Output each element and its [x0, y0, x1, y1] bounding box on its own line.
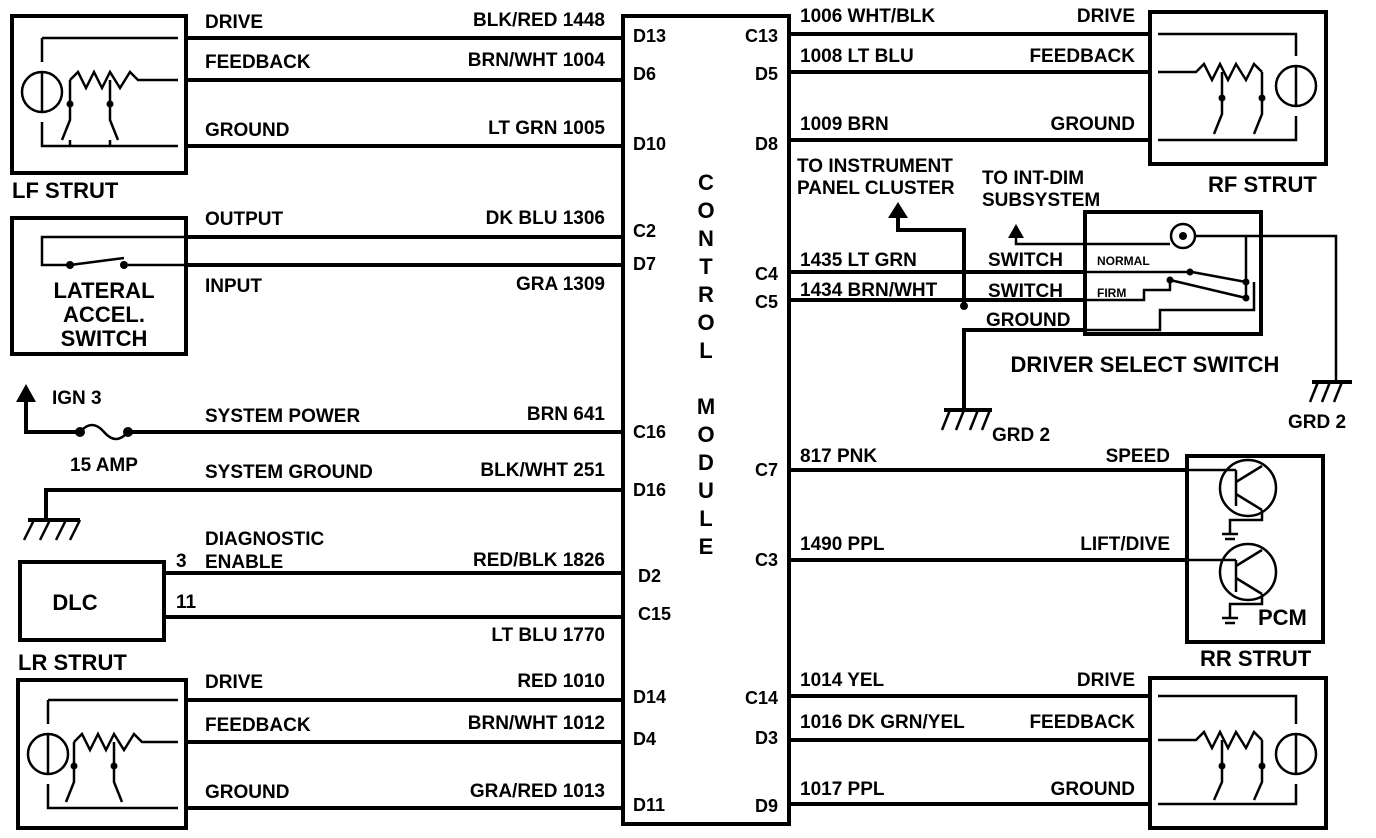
pin-c15: C15	[638, 604, 672, 624]
pin-c7: C7	[754, 460, 778, 480]
lf-ground-label: GROUND	[205, 120, 290, 141]
pin-c2: C2	[633, 221, 657, 241]
lat-switch-line3: SWITCH	[60, 326, 148, 351]
pin-c13: C13	[744, 26, 778, 46]
module-letter: O	[697, 198, 715, 223]
pin-d7: D7	[633, 254, 657, 274]
module-letter: M	[696, 394, 716, 419]
pin-d2: D2	[638, 566, 662, 586]
pcm-title: PCM	[1258, 605, 1307, 630]
fuse-label: 15 AMP	[70, 455, 138, 476]
dlc-pin11: 11	[176, 592, 197, 613]
lat-switch-line2: ACCEL.	[63, 302, 145, 327]
pin-d3: D3	[754, 728, 778, 748]
lift-dive-label: LIFT/DIVE	[1080, 534, 1170, 555]
rf-strut-title: RF STRUT	[1208, 172, 1317, 197]
lr-strut-title: LR STRUT	[18, 650, 127, 675]
grd2-right: GRD 2	[1288, 412, 1347, 433]
firm-label: FIRM	[1097, 286, 1127, 300]
system-power-wire: BRN 641	[526, 404, 605, 425]
lf-ground-wire: LT GRN 1005	[488, 118, 605, 139]
pin-c3: C3	[754, 550, 778, 570]
lf-strut-title: LF STRUT	[12, 178, 119, 203]
dlc-title: DLC	[52, 590, 98, 615]
ign3-label: IGN 3	[52, 388, 102, 409]
pin-c16: C16	[633, 422, 667, 442]
to-ipc-line1: TO INSTRUMENT	[797, 156, 953, 177]
dlc-pin3: 3	[176, 551, 187, 572]
lr-drive-wire: RED 1010	[517, 671, 605, 692]
rr-drive-label: DRIVE	[1076, 670, 1135, 691]
diag-enable-wire: RED/BLK 1826	[473, 550, 605, 571]
dlc-11-wire: LT BLU 1770	[491, 625, 605, 646]
rf-ground-wire: 1009 BRN	[800, 114, 889, 135]
rr-feedback-wire: 1016 DK GRN/YEL	[800, 712, 965, 733]
system-ground-label: SYSTEM GROUND	[205, 462, 373, 483]
to-int-dim-line2: SUBSYSTEM	[982, 190, 1101, 211]
lf-feedback-wire: BRN/WHT 1004	[467, 50, 605, 71]
c4-wire: 1435 LT GRN	[800, 250, 917, 271]
rf-strut	[1150, 12, 1326, 197]
lateral-accel-switch	[12, 218, 186, 354]
rf-feedback-label: FEEDBACK	[1029, 46, 1135, 67]
pin-d14: D14	[633, 687, 667, 707]
c5-wire: 1434 BRN/WHT	[800, 280, 938, 301]
lf-drive-label: DRIVE	[205, 12, 264, 33]
module-letter: O	[697, 422, 715, 447]
to-ipc-line2: PANEL CLUSTER	[797, 178, 955, 199]
lr-strut	[18, 650, 186, 828]
diag-enable-line2: ENABLE	[205, 552, 284, 573]
rf-drive-label: DRIVE	[1076, 6, 1135, 27]
pin-c14: C14	[744, 688, 778, 708]
lat-input-label: INPUT	[205, 276, 262, 297]
lf-drive-wire: BLK/RED 1448	[473, 10, 605, 31]
lat-output-label: OUTPUT	[205, 209, 284, 230]
lf-strut	[12, 16, 186, 203]
module-letter: N	[698, 226, 714, 251]
diag-enable-line1: DIAGNOSTIC	[205, 529, 325, 550]
rf-feedback-wire: 1008 LT BLU	[800, 46, 914, 67]
rr-strut-title: RR STRUT	[1200, 646, 1312, 671]
module-letter: R	[698, 282, 714, 307]
lf-feedback-label: FEEDBACK	[205, 52, 311, 73]
pin-d16: D16	[633, 480, 667, 500]
speed-label: SPEED	[1105, 446, 1170, 467]
driver-select-title: DRIVER SELECT SWITCH	[1010, 352, 1280, 377]
pin-d5: D5	[754, 64, 778, 84]
module-letter: L	[699, 338, 713, 363]
switch1-label: SWITCH	[988, 250, 1063, 271]
lr-feedback-label: FEEDBACK	[205, 715, 311, 736]
module-letter: O	[697, 310, 715, 335]
normal-label: NORMAL	[1097, 254, 1150, 268]
control-module-label	[697, 170, 715, 559]
pin-d9: D9	[754, 796, 778, 816]
dlc	[20, 562, 164, 640]
rr-feedback-label: FEEDBACK	[1029, 712, 1135, 733]
module-letter: U	[698, 478, 714, 503]
rr-ground-label: GROUND	[1050, 779, 1135, 800]
module-letter: E	[698, 534, 714, 559]
lr-feedback-wire: BRN/WHT 1012	[467, 713, 605, 734]
rr-strut	[1150, 646, 1326, 828]
rr-ground-wire: 1017 PPL	[800, 779, 885, 800]
rf-drive-wire: 1006 WHT/BLK	[800, 6, 936, 27]
pin-d4: D4	[633, 729, 657, 749]
lift-dive-wire: 1490 PPL	[800, 534, 885, 555]
lr-drive-label: DRIVE	[205, 672, 264, 693]
pin-d8: D8	[754, 134, 778, 154]
pin-c5: C5	[754, 292, 778, 312]
lat-output-wire: DK BLU 1306	[485, 208, 605, 229]
system-ground-wire: BLK/WHT 251	[480, 460, 605, 481]
lr-ground-wire: GRA/RED 1013	[469, 781, 605, 802]
lat-switch-line1: LATERAL	[53, 278, 155, 303]
pin-d6: D6	[633, 64, 657, 84]
grd2-left: GRD 2	[992, 425, 1051, 446]
ds-ground-label: GROUND	[986, 310, 1071, 331]
rf-ground-label: GROUND	[1050, 114, 1135, 135]
module-letter: C	[698, 170, 714, 195]
pin-c4: C4	[754, 264, 778, 284]
to-int-dim-line1: TO INT-DIM	[982, 168, 1085, 189]
pin-d13: D13	[633, 26, 667, 46]
lr-ground-label: GROUND	[205, 782, 290, 803]
pin-d10: D10	[633, 134, 667, 154]
module-letter: T	[699, 254, 713, 279]
module-letter: L	[699, 506, 713, 531]
module-letter: D	[698, 450, 714, 475]
lat-input-wire: GRA 1309	[515, 274, 605, 295]
switch2-label: SWITCH	[988, 281, 1063, 302]
speed-wire: 817 PNK	[800, 446, 878, 467]
pin-d11: D11	[633, 795, 666, 815]
rr-drive-wire: 1014 YEL	[800, 670, 885, 691]
system-power-label: SYSTEM POWER	[205, 406, 361, 427]
